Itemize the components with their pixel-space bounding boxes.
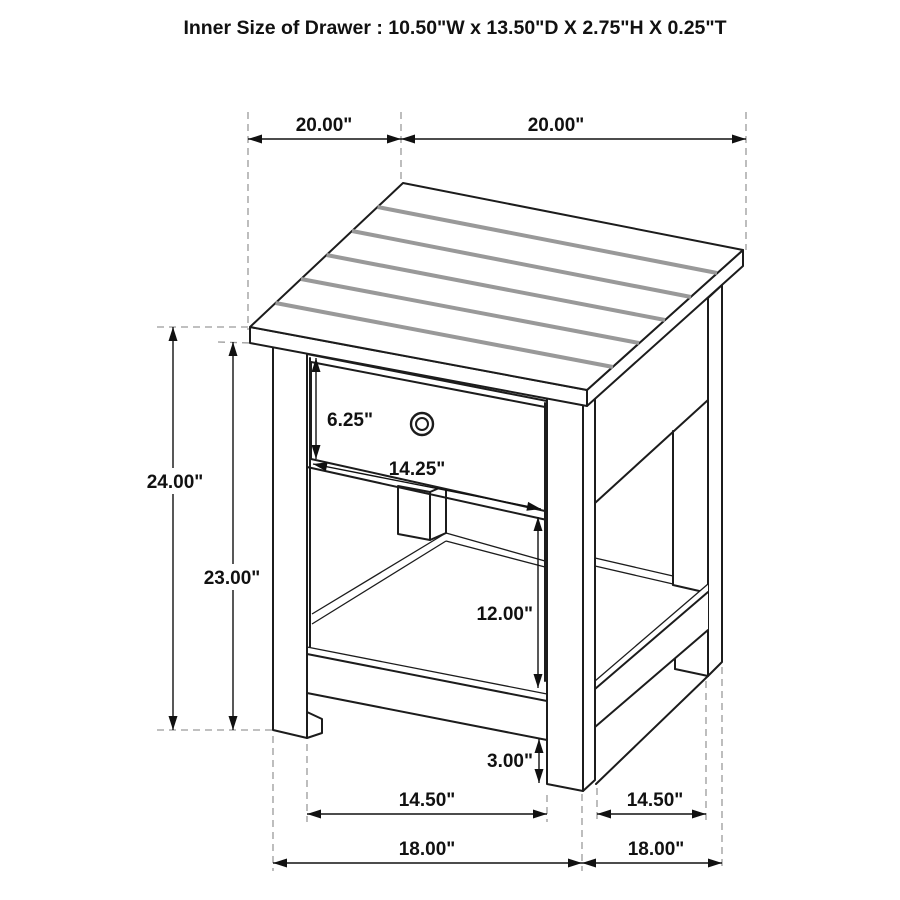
side-apron xyxy=(595,400,708,503)
dim-label-top-depth: 20.00" xyxy=(295,115,353,136)
dim-side-inner-span xyxy=(597,790,706,819)
dim-label-side-outer-depth: 18.00" xyxy=(627,839,685,860)
dim-shelf-height xyxy=(487,739,544,783)
dim-label-top-width: 20.00" xyxy=(527,115,585,136)
dim-side-outer-depth xyxy=(582,839,722,868)
front-right-leg xyxy=(547,394,595,791)
dim-label-compartment-height: 12.00" xyxy=(476,604,533,625)
dim-label-under-top-height: 23.00" xyxy=(203,568,261,589)
dim-label-overall-height: 24.00" xyxy=(146,472,204,493)
dim-label-drawer-width: 14.25" xyxy=(388,459,446,480)
side-back-panel-edge xyxy=(595,558,673,584)
dim-overall-height xyxy=(142,327,208,730)
dim-label-side-inner-span: 14.50" xyxy=(626,790,684,811)
dim-label-drawer-height: 6.25" xyxy=(327,410,373,431)
dim-label-front-outer-width: 18.00" xyxy=(398,839,456,860)
dim-top-depth xyxy=(248,115,401,144)
dim-front-inner-span xyxy=(307,790,547,819)
dim-label-shelf-height: 3.00" xyxy=(487,751,533,772)
dim-label-front-inner-span: 14.50" xyxy=(398,790,456,811)
diagram-title: Inner Size of Drawer : 10.50"W x 13.50"D X 2.75"H X 0.25"T xyxy=(183,17,727,39)
lower-shelf-rail xyxy=(307,647,547,740)
side-shelf-rail xyxy=(595,584,708,784)
table-drawing xyxy=(250,183,743,791)
dim-front-outer-width xyxy=(273,839,582,868)
dim-compartment-height xyxy=(476,517,542,688)
dim-under-top-height xyxy=(198,342,268,730)
dim-top-width xyxy=(401,115,746,144)
